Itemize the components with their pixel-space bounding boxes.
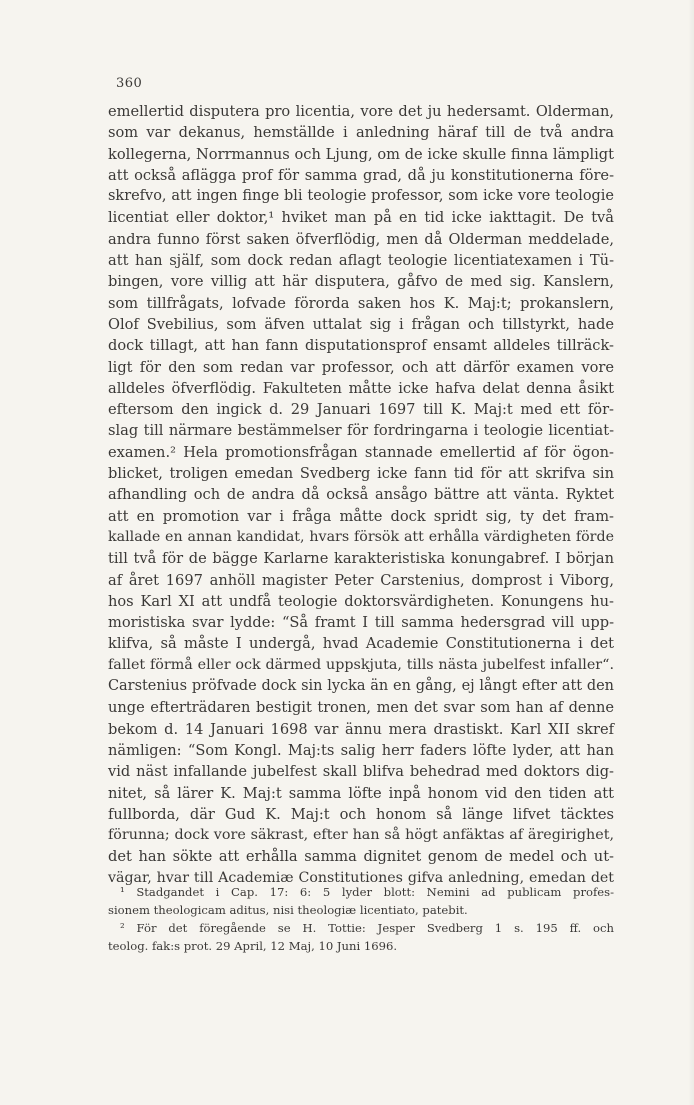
- scan-edge-shadow: [688, 0, 694, 1105]
- body-line: till två för de bägge Karlarne karakteristiska konungabref. I början: [108, 550, 614, 568]
- footnote-line: ² För det föregående se H. Tottie: Jesper Svedberg 1 s. 195 ff. och: [120, 921, 614, 935]
- body-line: Carstenius pröfvade dock sin lycka än en gång, ej långt efter att den: [108, 678, 614, 695]
- body-line: att en promotion var i fråga måtte dock spridt sig, ty det fram-: [108, 507, 614, 525]
- footnotes: [108, 883, 614, 955]
- footnote-line: teolog. fak:s prot. 29 April, 12 Maj, 10 Juni 1696.: [108, 939, 398, 953]
- body-line: blicket, troligen emedan Svedberg icke fann tid för att skrifva sin: [108, 465, 614, 483]
- body-line: alldeles öfverflödig. Fakulteten måtte icke hafva delat denna åsikt: [108, 379, 614, 397]
- body-line: fallet förmå eller ock därmed uppskjuta, tills nästa jubelfest infaller“.: [108, 656, 614, 673]
- body-line: fullborda, där Gud K. Maj:t och honom så länge lifvet täcktes: [108, 805, 614, 823]
- body-line: vid näst infallande jubelfest skall blifva behedrad med doktors dig-: [108, 763, 614, 781]
- body-line: nitet, så lärer K. Maj:t samma löfte inpå honom vid den tiden att: [108, 784, 614, 802]
- footnote-line: ¹ Stadgandet i Cap. 17: 6: 5 lyder blott: Nemini ad publicam profes-: [120, 885, 614, 899]
- body-line: att han själf, som dock redan aflagt teologie licentiatexamen i Tü-: [108, 252, 614, 270]
- footnote-line: sionem theologicam aditus, nisi theologiæ licentiato, patebit.: [108, 903, 468, 917]
- page-number: 360: [116, 76, 143, 91]
- body-line: klifva, så måste I undergå, hvad Academie Constitutionerna i det: [108, 635, 614, 653]
- body-line: emellertid disputera pro licentia, vore det ju hedersamt. Olderman,: [108, 103, 614, 120]
- body-line: andra funno först saken öfverflödig, men då Olderman meddelade,: [108, 230, 614, 248]
- body-line: Olof Svebilius, som äfven uttalat sig i frågan och tillstyrkt, hade: [108, 315, 614, 333]
- body-line: som var dekanus, hemställde i anledning häraf till de två andra: [108, 124, 614, 142]
- body-line: eftersom den ingick d. 29 Januari 1697 till K. Maj:t med ett för-: [108, 401, 614, 419]
- body-line: bingen, vore villig att här disputera, gåfvo de med sig. Kanslern,: [108, 273, 614, 291]
- body-line: kallade en annan kandidat, hvars försök att erhålla värdigheten förde: [108, 528, 614, 545]
- body-line: som tillfrågats, lofvade förorda saken hos K. Maj:t; prokanslern,: [108, 294, 614, 312]
- body-line: dock tillagt, att han fann disputationsprof ensamt alldeles tillräck-: [108, 337, 614, 355]
- body-line: licentiat eller doktor,¹ hviket man på en tid icke iakttagit. De två: [108, 209, 614, 227]
- body-line: ligt för den som redan var professor, och att därför examen vore: [108, 358, 614, 376]
- body-line: af året 1697 anhöll magister Peter Carstenius, domprost i Viborg,: [108, 571, 614, 589]
- body-text: [108, 101, 614, 889]
- body-line: bekom d. 14 Januari 1698 var ännu mera drastiskt. Karl XII skref: [108, 720, 614, 738]
- body-line: skrefvo, att ingen finge bli teologie professor, som icke vore teologie: [108, 188, 614, 205]
- body-line: kollegerna, Norrmannus och Ljung, om de icke skulle finna lämpligt: [108, 145, 614, 163]
- body-line: afhandling och de andra då också ansågo bättre att vänta. Ryktet: [108, 486, 614, 504]
- body-line: examen.² Hela promotionsfrågan stannade emellertid af för ögon-: [108, 443, 614, 461]
- body-line: moristiska svar lydde: “Så framt I till samma hedersgrad vill upp-: [108, 614, 614, 632]
- body-line: nämligen: “Som Kongl. Maj:ts salig herr faders löfte lyder, att han: [108, 741, 614, 759]
- footnote-1: [108, 883, 614, 919]
- body-line: hos Karl XI att undfå teologie doktorsvärdigheten. Konungens hu-: [108, 592, 614, 610]
- body-line: att också aflägga prof för samma grad, då ju konstitutionerna före-: [108, 166, 614, 184]
- body-line: slag till närmare bestämmelser för fordringarna i teologie licentiat-: [108, 422, 614, 440]
- body-line: förunna; dock vore säkrast, efter han så högt anfäktas af äregirighet,: [108, 827, 614, 844]
- footnote-2: [108, 919, 614, 955]
- body-line: unge efterträdaren bestigit tronen, men det svar som han af denne: [108, 699, 614, 717]
- body-line: vägar, hvar till Academiæ Constitutiones gifva anledning, emedan det: [108, 869, 614, 886]
- body-line: det han sökte att erhålla samma dignitet genom de medel och ut-: [108, 848, 614, 866]
